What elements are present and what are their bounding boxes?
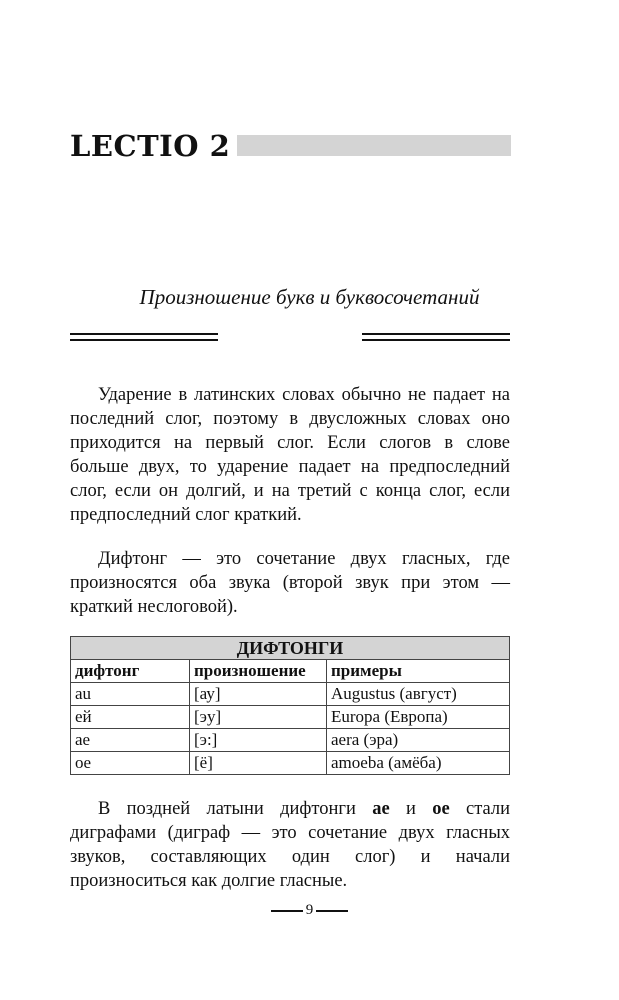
table-header-row bbox=[71, 660, 510, 683]
cell-diphthong: au bbox=[71, 683, 190, 706]
page-number: 9 bbox=[305, 902, 314, 918]
diphthongs-table bbox=[70, 636, 510, 775]
page-number-footer bbox=[0, 900, 619, 920]
cell-diphthong: oe bbox=[71, 752, 190, 775]
bold-term-oe: oe bbox=[432, 799, 450, 819]
text-run: В поздней латыни дифтонги bbox=[98, 799, 373, 819]
col-header-examples: примеры bbox=[327, 660, 510, 683]
paragraph-digraphs bbox=[70, 797, 510, 893]
cell-pronunciation: [эу] bbox=[190, 706, 327, 729]
cell-diphthong: eй bbox=[71, 706, 190, 729]
section-subtitle: Произношение букв и буквосочетаний bbox=[139, 285, 480, 309]
paragraph-text bbox=[70, 797, 510, 893]
table-caption: ДИФТОНГИ bbox=[71, 637, 510, 660]
col-header-diphthong: дифтонг bbox=[71, 660, 190, 683]
cell-example: Europa (Европа) bbox=[327, 706, 510, 729]
cell-pronunciation: [ау] bbox=[190, 683, 327, 706]
bold-term-ae: ae bbox=[372, 799, 390, 819]
cell-example: amoeba (амёба) bbox=[327, 752, 510, 775]
table-row bbox=[71, 683, 510, 706]
title-decor-bar bbox=[237, 135, 511, 156]
table-caption-row bbox=[71, 637, 510, 660]
col-header-pronunciation: произношение bbox=[190, 660, 327, 683]
cell-example: aera (эра) bbox=[327, 729, 510, 752]
table-row bbox=[71, 706, 510, 729]
cell-pronunciation: [ё] bbox=[190, 752, 327, 775]
paragraph-text: Дифтонг — это сочетание двух гласных, где произносятся оба звука (второй звук при этом — краткий неслоговой). bbox=[70, 549, 510, 617]
paragraph-text: Ударение в латинских словах обычно не падает на последний слог, поэтому в двусложных словах оно приходится на первый слог. Если слогов в слове больше двух, то ударение падает на предпоследний слог, если он долгий, и на третий с конца слог, если предпоследний слог краткий. bbox=[70, 385, 510, 525]
double-rule-right bbox=[362, 333, 510, 341]
page-number-dash-right bbox=[316, 910, 348, 912]
lesson-title: LECTIO 2 bbox=[70, 129, 231, 163]
paragraph-diphthong-definition bbox=[70, 547, 510, 619]
table-row bbox=[71, 752, 510, 775]
double-rule-left bbox=[70, 333, 218, 341]
text-run: стали диграфами (диграф — это сочетание двух гласных звуков, составляющих один слог) и начали произноситься как долгие гласные. bbox=[70, 799, 511, 891]
table-row bbox=[71, 729, 510, 752]
cell-diphthong: ae bbox=[71, 729, 190, 752]
cell-pronunciation: [э:] bbox=[190, 729, 327, 752]
text-run: и bbox=[389, 799, 433, 819]
paragraph-stress bbox=[70, 383, 510, 527]
page-number-dash-left bbox=[271, 910, 303, 912]
cell-example: Augustus (август) bbox=[327, 683, 510, 706]
